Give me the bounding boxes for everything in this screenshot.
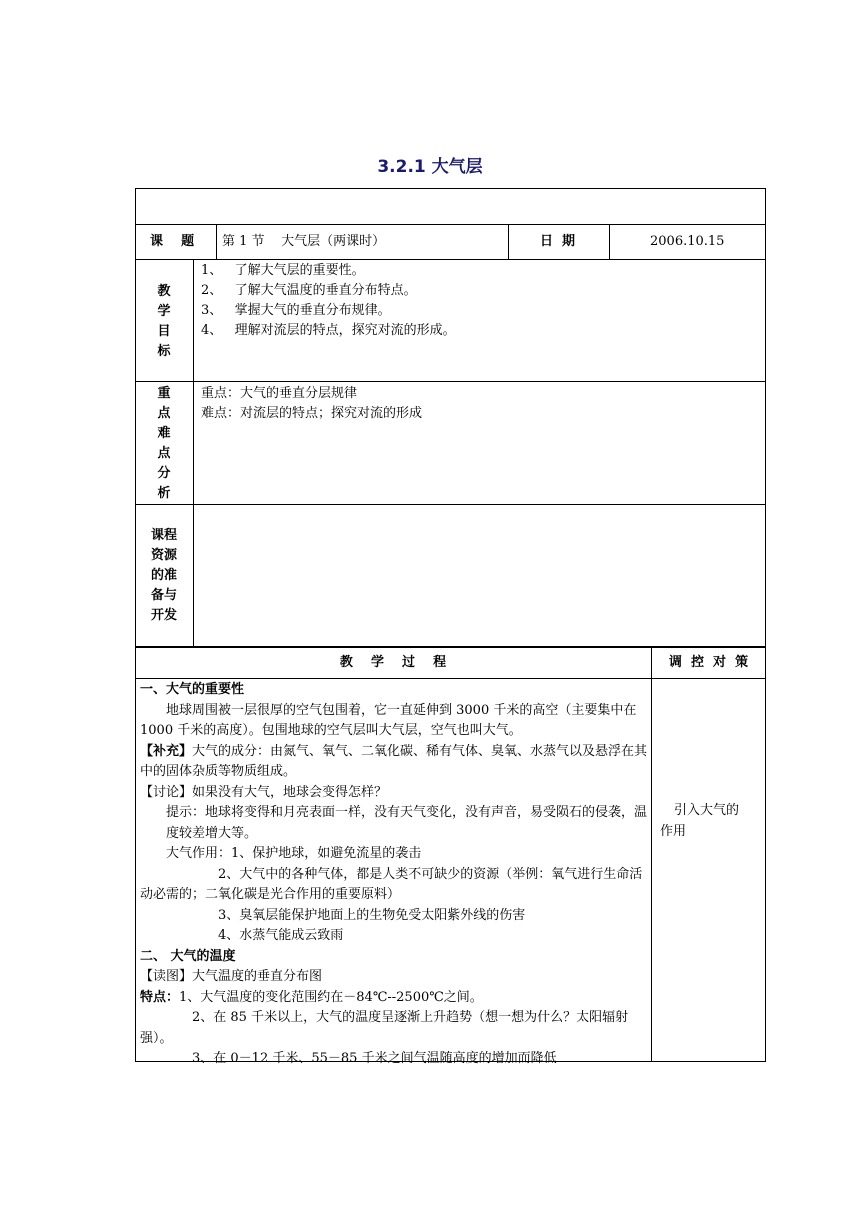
keypoint-item: 重点：大气的垂直分层规律 <box>201 386 358 401</box>
objective-item: 3、 掌握大气的垂直分布规律。 <box>201 303 391 318</box>
date-value: 2006.10.15 <box>650 234 725 249</box>
control-note: 引入大气的 <box>674 803 740 818</box>
paragraph: 大气作用：1、保护地球，如避免流星的袭击 <box>166 846 422 861</box>
paragraph: 4、水蒸气能成云致雨 <box>218 928 344 943</box>
control-header: 调 控 对 策 <box>668 655 749 670</box>
paragraph: 3、臭氧层能保护地面上的生物免受太阳紫外线的伤害 <box>218 907 526 923</box>
subject-label: 课 题 <box>150 234 195 249</box>
paragraph: 2、大气中的各种气体，都是人类不可缺少的资源（举例：氧气进行生命活动必需的；二氧化碳是光合作用的重要原料） <box>140 866 643 902</box>
keypoints-label: 重 点 难 点 分 析 <box>157 386 171 501</box>
col-divider <box>193 259 194 647</box>
paragraph: 2、在 85 千米以上，大气的温度呈逐渐上升趋势（想一想为什么？太阳辐射强）。 <box>140 1010 629 1046</box>
process-header: 教 学 过 程 <box>339 655 447 670</box>
row-divider <box>135 259 766 260</box>
control-note: 作用 <box>660 824 687 839</box>
section-heading: 二、 大气的温度 <box>140 948 236 964</box>
paragraph: 【补充】大气的成分：由氮气、氧气、二氧化碳、稀有气体、臭氧、水蒸气以及悬浮在其中的固体杂质等物质组成。 <box>140 743 648 779</box>
resources-label: 课程 资源 的准 备与 开发 <box>150 528 177 623</box>
keypoint-item: 难点：对流层的特点；探究对流的形成 <box>201 406 423 421</box>
process-content <box>140 680 648 1070</box>
paragraph: 【读图】大气温度的垂直分布图 <box>140 969 323 984</box>
row-divider <box>135 381 766 382</box>
page-title: 3.2.1 大气层 <box>377 157 483 177</box>
objective-item: 2、 了解大气温度的垂直分布特点。 <box>201 283 417 298</box>
paragraph: 地球周围被一层很厚的空气包围着，它一直延伸到 3000 千米的高空（主要集中在 1000 千米的高度）。包围地球的空气层叫大气层，空气也叫大气。 <box>140 702 637 738</box>
row-divider <box>135 224 766 225</box>
col-divider <box>508 224 509 259</box>
paragraph: 【讨论】如果没有大气，地球会变得怎样？ <box>140 784 388 800</box>
paragraph: 提示：地球将变得和月亮表面一样，没有天气变化，没有声音，易受陨石的侵袭，温度较差增大等。 <box>166 805 648 841</box>
objective-item: 1、 了解大气层的重要性。 <box>201 263 365 278</box>
subject-value: 第 1 节 大气层（两课时） <box>222 234 386 249</box>
paragraph: 3、在 0－12 千米、55－85 千米之间气温随高度的增加而降低 <box>192 1051 557 1066</box>
col-divider <box>609 224 610 259</box>
objectives-label: 教 学 目 标 <box>157 284 171 359</box>
col-divider <box>216 224 217 259</box>
col-divider <box>651 647 652 1062</box>
objective-item: 4、 理解对流层的特点，探究对流的形成。 <box>201 323 456 338</box>
row-divider <box>135 504 766 505</box>
section-heading: 一、大气的重要性 <box>140 682 245 697</box>
date-label: 日 期 <box>540 234 576 249</box>
paragraph: 特点：1、大气温度的变化范围约在－84℃--2500℃之间。 <box>140 989 483 1005</box>
row-divider <box>135 678 766 679</box>
